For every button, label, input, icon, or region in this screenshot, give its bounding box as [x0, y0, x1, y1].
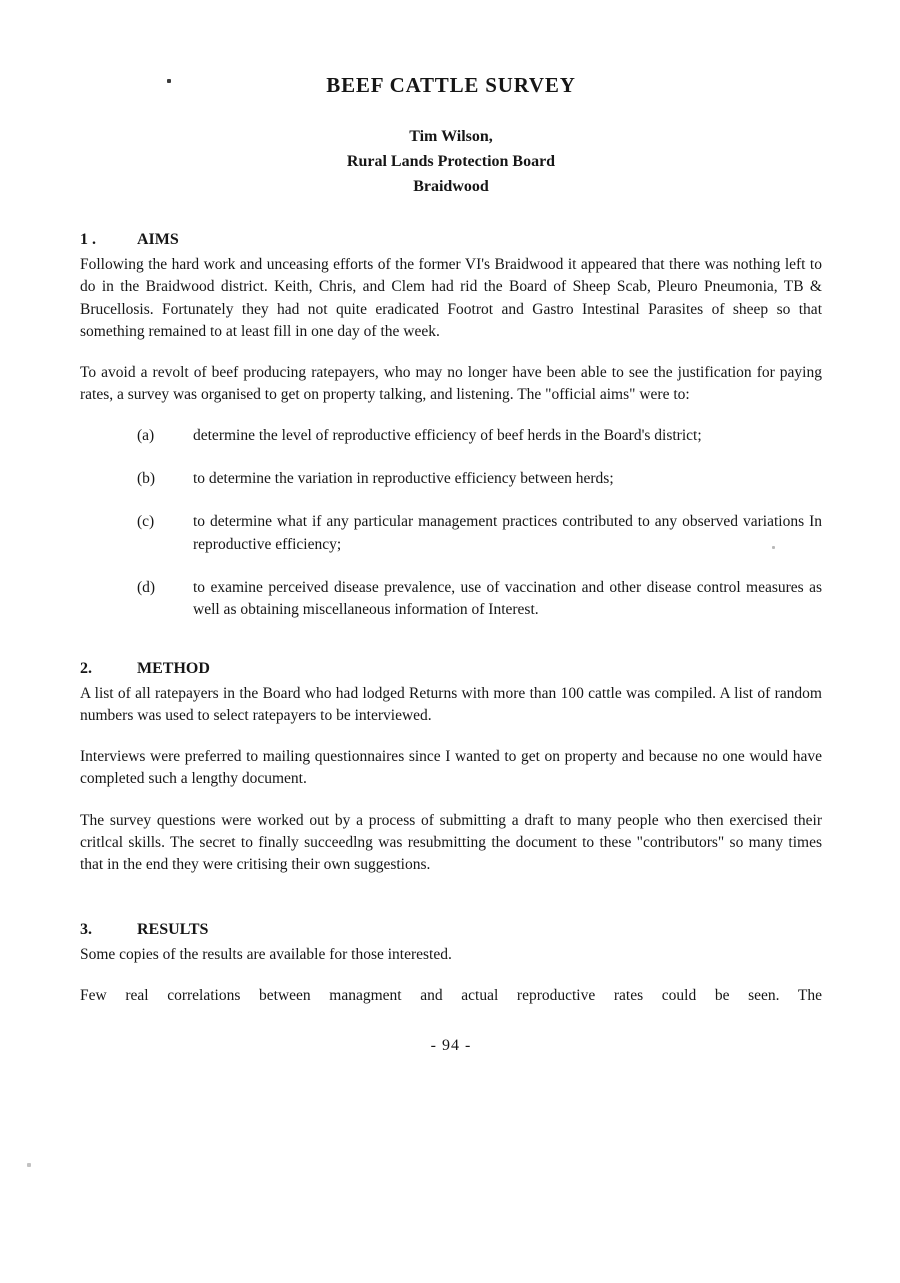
scan-speck	[772, 546, 775, 549]
section-aims	[80, 229, 822, 622]
section-heading: AIMS	[137, 231, 179, 248]
section-results	[80, 919, 822, 1008]
section-method	[80, 658, 822, 877]
byline	[80, 124, 822, 199]
section-heading: RESULTS	[137, 920, 209, 938]
list-item-label: (b)	[137, 470, 156, 488]
paragraph: A list of all ratepayers in the Board who had lodged Returns with more than 100 cattle was compiled. A list of random numbers was used to select ratepayers to be interviewed.	[80, 684, 822, 724]
list-item-text: to determine the variation in reproductive efficiency between herds;	[193, 470, 614, 488]
section-heading-row	[80, 658, 822, 680]
page-number: - 94 -	[430, 1037, 472, 1055]
author-organisation: Rural Lands Protection Board	[346, 153, 556, 170]
section-number: 3.	[80, 920, 92, 938]
author-name: Tim Wilson,	[409, 128, 493, 145]
section-number: 1 .	[80, 231, 96, 248]
section-heading-row	[80, 229, 822, 251]
author-location: Braidwood	[413, 178, 489, 195]
list-item-label: (d)	[137, 578, 156, 596]
list-item-text: determine the level of reproductive efficiency of beef herds in the Board's district;	[193, 426, 702, 444]
document-title: BEEF CATTLE SURVEY	[326, 73, 576, 97]
list-item	[137, 511, 822, 556]
aims-list	[137, 425, 822, 622]
list-item	[137, 468, 822, 490]
list-item	[137, 425, 822, 447]
section-number: 2.	[80, 659, 92, 677]
scan-speck	[27, 1163, 31, 1167]
paragraph: Few real correlations between managment and actual reproductive rates could be seen. The	[80, 986, 822, 1004]
paragraph: Some copies of the results are available for those interested.	[80, 945, 452, 963]
list-item-text: to determine what if any particular management practices contributed to any observed variations In reproductive efficiency;	[193, 513, 822, 553]
list-item-label: (c)	[137, 513, 155, 531]
scan-speck	[167, 79, 171, 83]
section-heading-row	[80, 919, 822, 941]
section-heading: METHOD	[137, 659, 210, 677]
paragraph: Interviews were preferred to mailing questionnaires since I wanted to get on property and because no one would have completed such a lengthy document.	[80, 748, 822, 788]
list-item	[137, 577, 822, 622]
paragraph: To avoid a revolt of beef producing ratepayers, who may no longer have been able to see the justification for paying rates, a survey was organised to get on property talking, and listening. The "official aims" were to:	[80, 364, 822, 404]
list-item-label: (a)	[137, 426, 155, 444]
paragraph: The survey questions were worked out by a process of submitting a draft to many people who then exercised their critlcal skills. The secret to finally succeedlng was resubmitting the document to these "contributors" so many times that in the end they were critising their own suggestions.	[80, 811, 822, 874]
paragraph: Following the hard work and unceasing efforts of the former VI's Braidwood it appeared that there was nothing left to do in the Braidwood district. Keith, Chris, and Clem had rid the Board of Sheep Scab, Pleuro Pneumonia, TB & Brucellosis. Fortunately they had not quite eradicated Footrot and Gastro Intestinal Parasites of sheep so that something remained to at least fill in one day of the week.	[80, 256, 822, 340]
list-item-text: to examine perceived disease prevalence, use of vaccination and other disease control measures as well as obtaining miscellaneous information of Interest.	[193, 578, 822, 619]
